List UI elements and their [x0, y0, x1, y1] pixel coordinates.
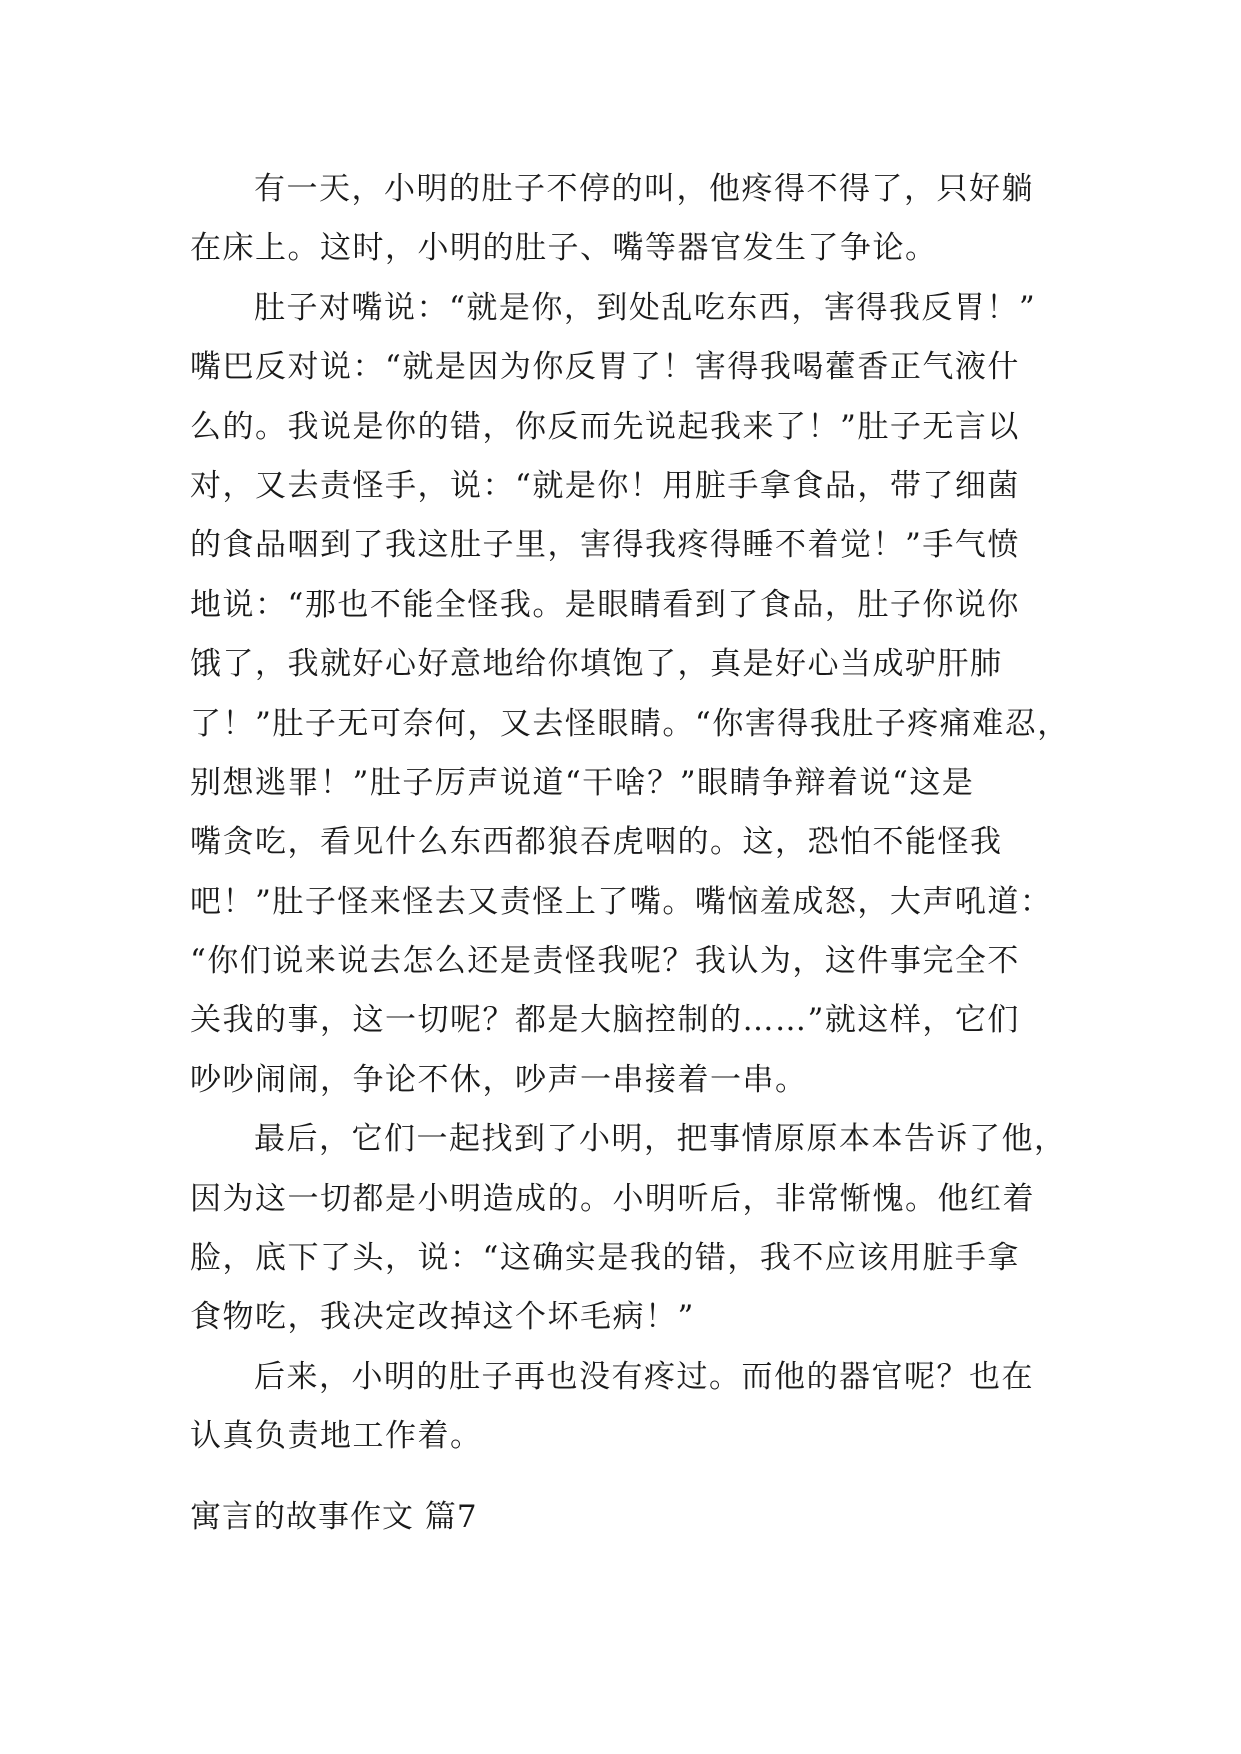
text-line: 关我的事，这一切呢？都是大脑控制的……”就这样，它们 — [190, 1002, 1020, 1039]
text-line: 别想逃罪！”肚子厉声说道“干啥？”眼睛争辩着说“这是 — [190, 764, 975, 801]
paragraph — [190, 1110, 1080, 1348]
text-line: 有一天，小明的肚子不停的叫，他疼得不得了，只好躺 — [254, 171, 1034, 207]
paragraph — [190, 279, 1080, 1110]
story-body — [190, 160, 1080, 1467]
text-line: 认真负责地工作着。 — [190, 1418, 483, 1455]
text-line: 吵吵闹闹，争论不休，吵声一串接着一串。 — [190, 1061, 808, 1098]
text-line: 地说：“那也不能全怪我。是眼睛看到了食品，肚子你说你 — [190, 586, 1020, 623]
text-line: 最后，它们一起找到了小明，把事情原原本本告诉了他， — [254, 1121, 1067, 1158]
text-line: 饿了，我就好心好意地给你填饱了，真是好心当成驴肝肺 — [190, 646, 1003, 683]
text-line: 食物吃，我决定改掉这个坏毛病！” — [190, 1299, 695, 1336]
text-line: 么的。我说是你的错，你反而先说起我来了！”肚子无言以 — [190, 408, 1020, 445]
text-line: 嘴巴反对说：“就是因为你反胃了！害得我喝藿香正气液什 — [190, 349, 1020, 386]
paragraph — [190, 160, 1080, 279]
text-line: 嘴贪吃，看见什么东西都狼吞虎咽的。这，恐怕不能怪我 — [190, 824, 1003, 861]
text-line: 脸，底下了头，说：“这确实是我的错，我不应该用脏手拿 — [190, 1240, 1020, 1277]
text-line: 肚子对嘴说：“就是你，到处乱吃东西，害得我反胃！” — [254, 289, 1037, 326]
text-line: 吧！”肚子怪来怪去又责怪上了嘴。嘴恼羞成怒，大声吼道： — [190, 883, 1053, 920]
text-line: 对，又去责怪手，说：“就是你！用脏手拿食品，带了细菌 — [190, 467, 1020, 504]
text-line: 的食品咽到了我这肚子里，害得我疼得睡不着觉！”手气愤 — [190, 527, 1020, 564]
paragraph — [190, 1348, 1080, 1467]
text-line: “你们说来说去怎么还是责怪我呢？我认为，这件事完全不 — [190, 943, 1020, 980]
text-line: 后来，小明的肚子再也没有疼过。而他的器官呢？也在 — [254, 1358, 1034, 1395]
text-line: 了！”肚子无可奈何，又去怪眼睛。“你害得我肚子疼痛难忍， — [190, 705, 1070, 742]
text-line: 因为这一切都是小明造成的。小明听后，非常惭愧。他红着 — [190, 1180, 1035, 1217]
text-line: 在床上。这时，小明的肚子、嘴等器官发生了争论。 — [190, 230, 938, 267]
section-heading: 寓言的故事作文 篇7 — [190, 1499, 478, 1535]
